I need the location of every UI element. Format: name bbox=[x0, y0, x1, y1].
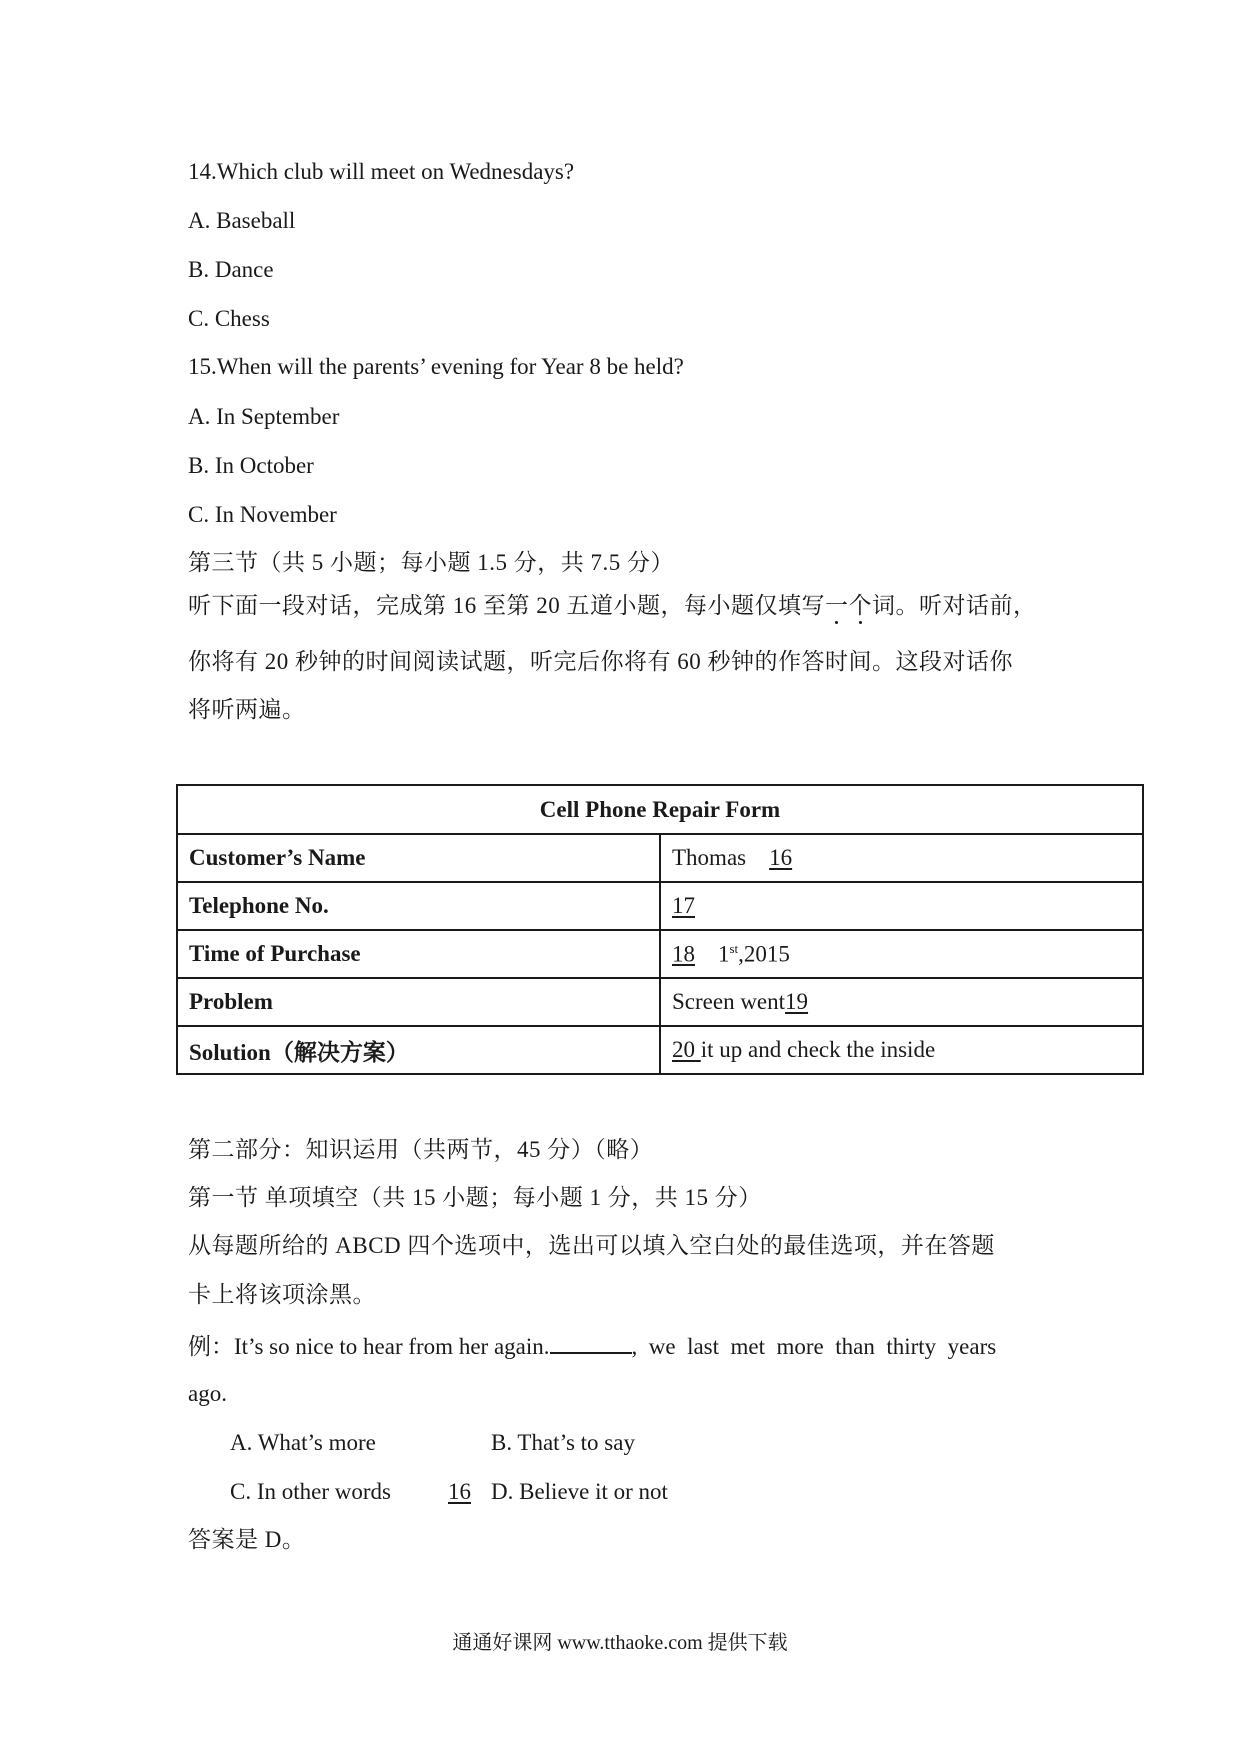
part2-section1-heading: 第一节 单项填空（共 15 小题；每小题 1 分，共 15 分） bbox=[188, 1185, 762, 1210]
q15-option-a: A. In September bbox=[188, 404, 340, 429]
form-row-value: 18 1st,2015 bbox=[660, 930, 1143, 978]
example-answer: 答案是 D。 bbox=[188, 1527, 306, 1552]
answer-blank bbox=[550, 1330, 632, 1354]
example-sentence: 例：It’s so nice to hear from her again. , we last met more than thirty years bbox=[188, 1330, 996, 1362]
repair-form-table bbox=[176, 784, 1144, 1075]
example-option-c: C. In other words bbox=[230, 1479, 391, 1504]
part2-instruction-line1: 从每题所给的 ABCD 四个选项中，选出可以填入空白处的最佳选项，并在答题 bbox=[188, 1233, 995, 1258]
part2-heading: 第二部分：知识运用（共两节，45 分）（略） bbox=[188, 1137, 654, 1162]
form-row bbox=[177, 882, 1143, 930]
form-row bbox=[177, 930, 1143, 978]
form-row-label: Time of Purchase bbox=[177, 930, 660, 978]
emphasis-dot-char: 一 bbox=[825, 593, 849, 618]
emphasized-word bbox=[825, 593, 872, 618]
example-number: 16 bbox=[448, 1479, 471, 1504]
page-footer: 通通好课网 www.tthaoke.com 提供下载 bbox=[452, 1632, 788, 1654]
blank-number: 19 bbox=[785, 989, 809, 1014]
blank-number: 20 bbox=[672, 1037, 701, 1062]
form-row-label: Solution（解决方案） bbox=[177, 1026, 660, 1074]
q14-option-a: A. Baseball bbox=[188, 208, 296, 233]
q14-option-b: B. Dance bbox=[188, 257, 274, 282]
form-row bbox=[177, 978, 1143, 1026]
section3-instruction-line2: 你将有 20 秒钟的时间阅读试题，听完后你将有 60 秒钟的作答时间。这段对话你 bbox=[188, 649, 1013, 674]
example-option-d: D. Believe it or not bbox=[491, 1479, 668, 1504]
q14-option-c: C. Chess bbox=[188, 306, 270, 331]
q15-option-c: C. In November bbox=[188, 502, 337, 527]
form-row-label: Customer’s Name bbox=[177, 834, 660, 882]
question-15: 15.When will the parents’ evening for Year 8 be held? bbox=[188, 354, 684, 379]
q15-option-b: B. In October bbox=[188, 453, 314, 478]
form-row-value: Thomas 16 bbox=[660, 834, 1143, 882]
form-row bbox=[177, 834, 1143, 882]
example-sentence-cont: ago. bbox=[188, 1381, 227, 1406]
example-option-a: A. What’s more bbox=[230, 1430, 376, 1455]
part2-instruction-line2: 卡上将该项涂黑。 bbox=[188, 1282, 376, 1307]
form-title: Cell Phone Repair Form bbox=[177, 785, 1143, 834]
blank-number: 16 bbox=[769, 845, 793, 870]
form-row-value: 20 it up and check the inside bbox=[660, 1026, 1143, 1074]
form-row bbox=[177, 1026, 1143, 1074]
form-row-value bbox=[660, 882, 1143, 930]
blank-number: 17 bbox=[672, 893, 695, 918]
blank-number: 18 bbox=[672, 941, 695, 967]
section3-instruction-line1: 听下面一段对话，完成第 16 至第 20 五道小题，每小题仅填写一个词。听对话前， bbox=[188, 593, 1037, 618]
emphasis-dot-char: 个 bbox=[848, 593, 872, 618]
question-14: 14.Which club will meet on Wednesdays? bbox=[188, 159, 575, 184]
section3-heading: 第三节（共 5 小题；每小题 1.5 分，共 7.5 分） bbox=[188, 550, 674, 575]
example-option-b: B. That’s to say bbox=[491, 1430, 635, 1455]
section3-instruction-line3: 将听两遍。 bbox=[188, 697, 306, 722]
form-row-label: Problem bbox=[177, 978, 660, 1026]
form-row-value: Screen went19 bbox=[660, 978, 1143, 1026]
form-row-label: Telephone No. bbox=[177, 882, 660, 930]
